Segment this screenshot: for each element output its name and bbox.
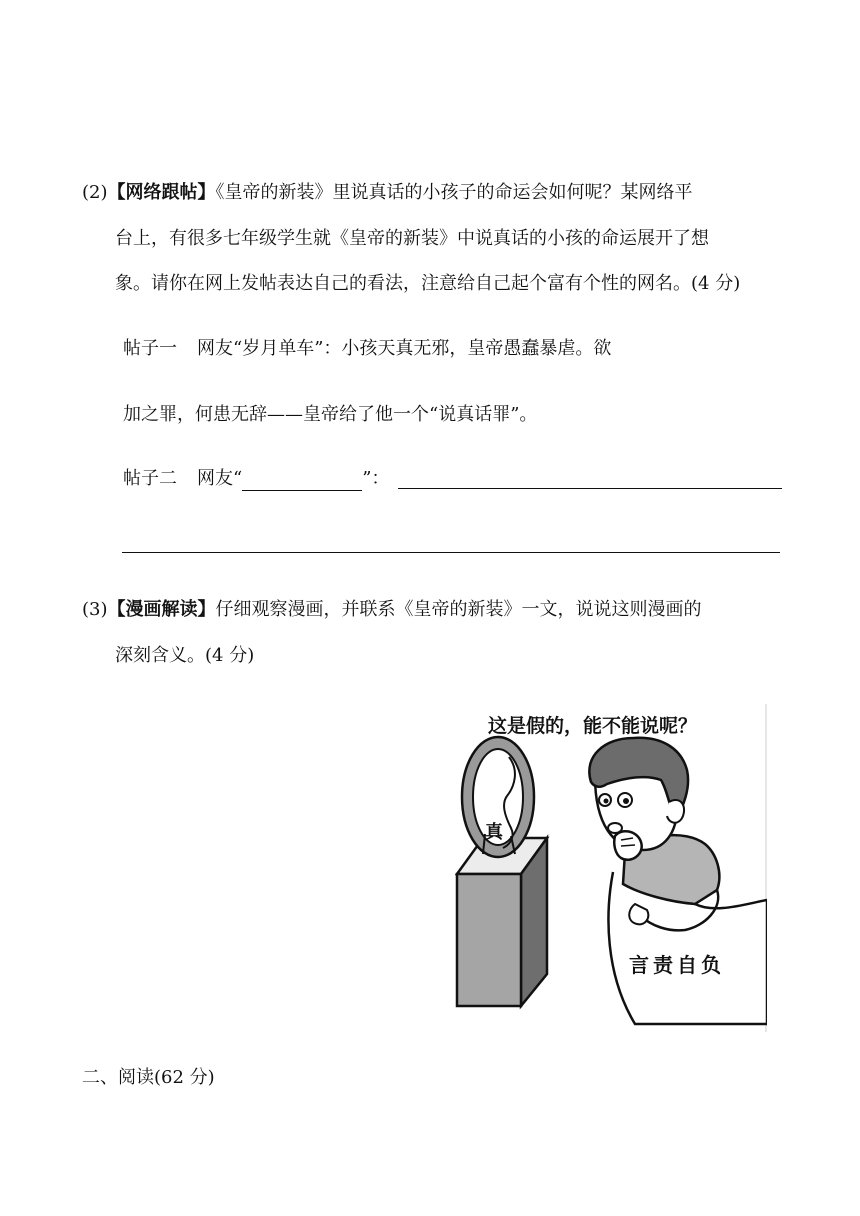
post-2-line-1 <box>123 467 389 491</box>
pedestal <box>457 838 547 1006</box>
post-2-answer-line-1[interactable] <box>398 488 782 489</box>
post-2-label: 帖子二 <box>123 468 177 489</box>
post-1-text: 网友“岁月单车”：小孩天真无邪，皇帝愚蠢暴虐。欲 <box>197 338 612 359</box>
mirror <box>462 737 534 857</box>
comic-body-text: 言责自负 <box>629 953 725 977</box>
mirror-text: 真 <box>485 822 503 843</box>
q3-line-1 <box>82 598 702 622</box>
section-2-title: 二、阅读(62 分) <box>82 1067 215 1088</box>
q3-number: (3) <box>82 599 108 620</box>
post-2-prefix: 网友“ <box>197 468 243 489</box>
nickname-blank[interactable] <box>242 472 362 491</box>
q2-line-1 <box>82 181 693 205</box>
q2-number: (2) <box>82 182 108 203</box>
comic-illustration <box>455 704 767 1032</box>
q2-text-1: 《皇帝的新装》里说真话的小孩子的命运会如何呢？某网络平 <box>215 182 693 203</box>
q2-line-3: 象。请你在网上发帖表达自己的看法，注意给自己起个富有个性的网名。(4 分) <box>115 273 741 294</box>
post-1-line-1 <box>123 337 611 361</box>
q3-line-2: 深刻含义。(4 分) <box>115 645 255 666</box>
q3-tag: 【漫画解读】 <box>107 599 216 620</box>
post-1-line-2: 加之罪，何患无辞——皇帝给了他一个“说真话罪”。 <box>123 404 538 425</box>
post-2-suffix: ”： <box>362 468 390 489</box>
q2-line-2: 台上，有很多七年级学生就《皇帝的新装》中说真话的小孩的命运展开了想 <box>115 228 709 249</box>
comic-caption: 这是假的，能不能说呢？ <box>488 715 698 737</box>
post-1-label: 帖子一 <box>123 338 177 359</box>
post-2-answer-line-2[interactable] <box>122 552 780 553</box>
q2-tag: 【网络跟帖】 <box>107 182 216 203</box>
q3-text-1: 仔细观察漫画，并联系《皇帝的新装》一文，说说这则漫画的 <box>215 599 702 620</box>
